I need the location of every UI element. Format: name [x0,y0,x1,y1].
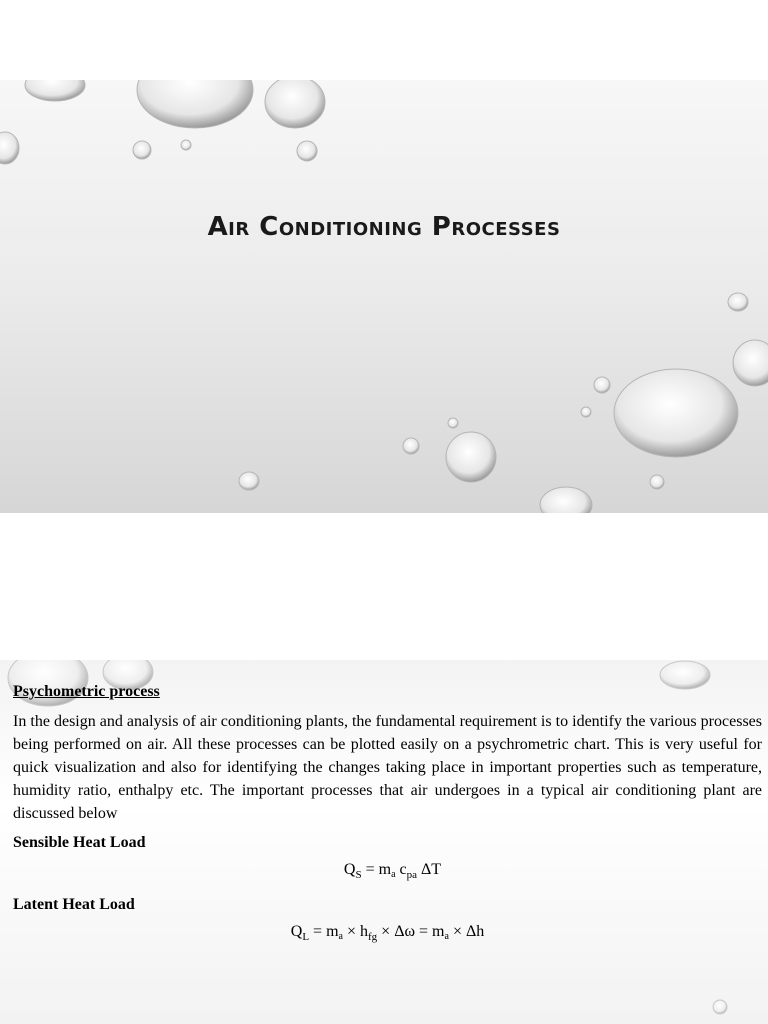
section-heading: Psychometric process [13,683,160,700]
slide-content [13,680,762,955]
water-drops-decoration [0,80,768,513]
latent-heat-label: Latent Heat Load [13,896,135,914]
sensible-heat-label: Sensible Heat Load [13,834,146,851]
content-slide [0,660,768,1024]
title-slide [0,80,768,513]
body-paragraph: In the design and analysis of air conditioning plants, the fundamental requirement is to identify the various processes being performed on air. All these processes can be plotted easily on a psychrometric chart. This is very useful for quick visualization and also for identifying the changes taking place in important properties such as temperature, humidity ratio, enthalpy etc. The important processes that air undergoes in a typical air conditioning plant are discussed below [13,713,762,822]
sensible-heat-equation: $Q_S = m_a$ $c_{pa}$ ΔT [343,861,442,882]
slide-title: Air Conditioning Processes [207,212,561,242]
latent-heat-equation: $Q_L = m_a \times h_{fg} \times \Delta\omega = m_a \times \Delta h$ [290,923,485,944]
